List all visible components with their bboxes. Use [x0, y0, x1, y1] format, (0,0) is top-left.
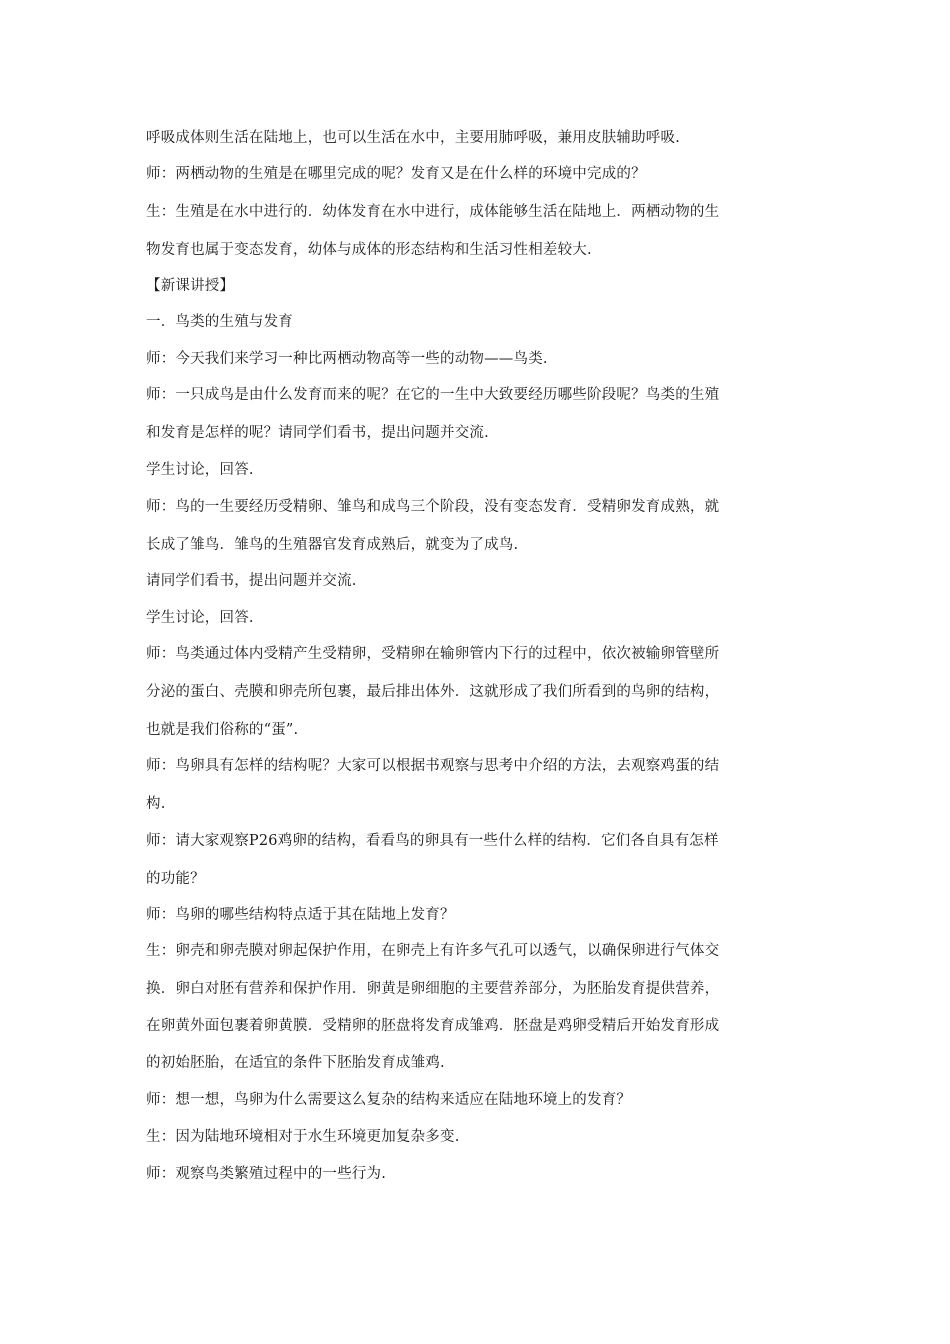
- text-line: 的功能？: [146, 871, 205, 887]
- text-line: 也就是我们俗称的“蛋”.: [146, 722, 299, 738]
- text-line: 生：生殖是在水中进行的．幼体发育在水中进行，成体能够生活在陆地上．两栖动物的生: [146, 204, 720, 220]
- text-line: 师：两栖动物的生殖是在哪里完成的呢？发育又是在什么样的环境中完成的？: [146, 166, 646, 182]
- text-line: 换．卵白对胚有营养和保护作用．卵黄是卵细胞的主要营养部分，为胚胎发育提供营养，: [146, 981, 720, 997]
- text-line: 师：鸟类通过体内受精产生受精卵，受精卵在输卵管内下行的过程中，依次被输卵管壁所: [146, 646, 720, 662]
- text-line: 学生讨论，回答.: [146, 610, 254, 626]
- text-line: 在卵黄外面包裹着卵黄膜．受精卵的胚盘将发育成雏鸡．胚盘是鸡卵受精后开始发育形成: [146, 1018, 720, 1034]
- text-line: 师：今天我们来学习一种比两栖动物高等一些的动物——鸟类.: [146, 351, 548, 367]
- text-line: 师：想一想，鸟卵为什么需要这么复杂的结构来适应在陆地环境上的发育？: [146, 1092, 632, 1108]
- text-line: 的初始胚胎，在适宜的条件下胚胎发育成雏鸡.: [146, 1055, 445, 1071]
- text-line: 呼吸成体则生活在陆地上，也可以生活在水中，主要用肺呼吸，兼用皮肤辅助呼吸.: [146, 130, 681, 146]
- text-line: 师：鸟卵的哪些结构特点适于其在陆地上发育？: [146, 907, 455, 923]
- text-line: 师：鸟的一生要经历受精卵、雏鸟和成鸟三个阶段，没有变态发育．受精卵发育成熟，就: [146, 499, 720, 515]
- text-line: 长成了雏鸟．雏鸟的生殖器官发育成熟后，就变为了成鸟.: [146, 537, 519, 553]
- text-line: 师：鸟卵具有怎样的结构呢？大家可以根据书观察与思考中介绍的方法，去观察鸡蛋的结: [146, 758, 720, 774]
- text-line: 和发育是怎样的呢？请同学们看书，提出问题并交流.: [146, 425, 489, 441]
- section-heading: 【新课讲授】: [146, 278, 235, 294]
- text-line: 师：一只成鸟是由什么发育而来的呢？在它的一生中大致要经历哪些阶段呢？鸟类的生殖: [146, 387, 720, 403]
- text-line: 师：观察鸟类繁殖过程中的一些行为.: [146, 1166, 387, 1182]
- text-line: 分泌的蛋白、壳膜和卵壳所包裹，最后排出体外．这就形成了我们所看到的鸟卵的结构，: [146, 684, 720, 700]
- text-line: 学生讨论，回答.: [146, 462, 254, 478]
- subsection-heading: 一．鸟类的生殖与发育: [146, 314, 293, 330]
- text-line: 师：请大家观察P26鸡卵的结构，看看鸟的卵具有一些什么样的结构．它们各自具有怎样: [146, 833, 719, 849]
- text-line: 请同学们看书，提出问题并交流.: [146, 573, 357, 589]
- text-line: 物发育也属于变态发育，幼体与成体的形态结构和生活习性相差较大.: [146, 242, 592, 258]
- text-line: 生：卵壳和卵壳膜对卵起保护作用，在卵壳上有许多气孔可以透气，以确保卵进行气体交: [146, 943, 720, 959]
- text-line: 构.: [146, 796, 166, 812]
- text-line: 生：因为陆地环境相对于水生环境更加复杂多变.: [146, 1129, 460, 1145]
